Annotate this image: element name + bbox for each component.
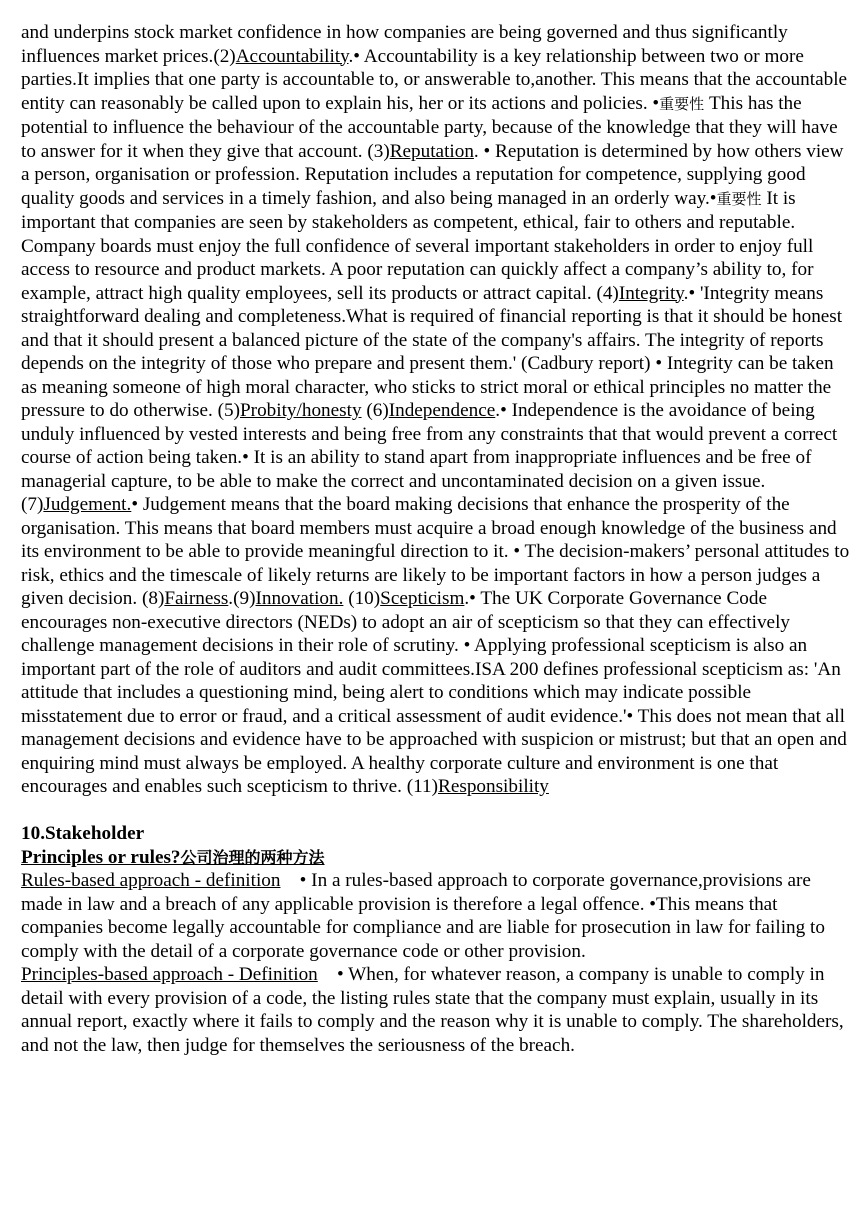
scepticism-title: Scepticism (380, 588, 465, 609)
importance-note: 重要性 (716, 189, 762, 208)
importance-note: 重要性 (659, 94, 705, 113)
item-number: (3) (367, 140, 390, 162)
principles-based-title: Principles-based approach - Definition (21, 964, 318, 985)
rules-based-body: • In a rules-based approach to corporate governance,provisions are made in law and a breach of any applicable provision is therefore a legal offence. •This means that companies become legally accountable for compliance and are liable for prosecution in law for failing to comply with the detail of a corporate governance code or other provision. (21, 870, 830, 962)
reputation-body-2: It is important that companies are seen by stakeholders as competent, ethical, fair to others and reputable. Company boards must enjoy the full confidence of several important stakeholders in order to enjoy full access to resource and product markets. A poor reputation can quickly affect a company’s ability to, for example, attract high quality employees, sell its products or attract capital. (21, 187, 814, 304)
responsibility-title: Responsibility (438, 776, 549, 797)
blank-line (21, 799, 851, 823)
principles-based-paragraph (21, 963, 851, 1057)
reputation-body: . • Reputation is determined by how others view a person, organisation or profession. Reputation includes a reputation for competence, supplying good quality goods and services in a timely fashion, and also being managed in an orderly way.• (21, 140, 844, 209)
rules-based-title: Rules-based approach - definition (21, 870, 281, 891)
rules-based-paragraph (21, 869, 851, 963)
item-number: (5) (217, 400, 241, 421)
item-number: (8) (141, 588, 165, 609)
judgement-body: • Judgement means that the board making decisions that enhance the prosperity of the organisation. This means that board members must acquire a broad enough knowledge of the business and its environment to be able to provide meaningful direction to it. • The decision-makers’ personal attitudes to risk, ethics and the timescale of likely returns are likely to be important factors in how a person judges a given decision. (21, 494, 850, 609)
stakeholder-heading: 10.Stakeholder (21, 823, 145, 844)
section-heading (21, 822, 851, 846)
independence-title: Independence (388, 400, 496, 421)
reputation-title: Reputation (389, 140, 474, 162)
scepticism-body: .• The UK Corporate Governance Code encourages non-executive directors (NEDs) to adopt an air of scepticism so that they can effectively challenge management decisions in their role of scrutiny. • Applying professional scepticism is also an important part of the role of auditors and audit committees.ISA 200 defines professional scepticism as: 'An attitude that includes a questioning mind, being alert to conditions which may indicate possible misstatement due to error or fraud, and a critical assessment of audit evidence.'• This does not mean that all management decisions and evidence have to be approached with suspicion or mistrust; but that an open and enquiring mind must always be employed. A healthy corporate culture and environment is one that encourages and enables such scepticism to thrive. (21, 588, 847, 797)
item-number: (2) (213, 45, 236, 67)
judgement-title: Judgement. (43, 494, 132, 515)
integrity-title: Integrity (618, 282, 684, 304)
item-number: (6) (366, 400, 389, 421)
principles-based-body: • When, for whatever reason, a company is unable to comply in detail with every provision of a code, the listing rules state that the company must explain, usually in its annual report, exactly where it fails to comply and the reason why it is unable to comply. The shareholders, and not the law, then judge for themselves the seriousness of the breach. (21, 964, 849, 1056)
item-number: (4) (596, 282, 619, 304)
accountability-body-2: This has the potential to influence the behaviour of the accountable party, because of the knowledge that they will have to answer for it when they give that account. (21, 92, 838, 162)
subheading-cjk-note: 公司治理的两种方法 (180, 847, 325, 867)
accountability-title: Accountability (235, 45, 349, 67)
section-subheading (21, 846, 851, 870)
item-number: (7) (21, 494, 44, 515)
item-number: (9) (233, 588, 256, 609)
fairness-title: Fairness (164, 588, 229, 609)
accountability-body: .• Accountability is a key relationship between two or more parties.It implies that one party is accountable to, or answerable to,another. This means that the accountable entity can reasonably be called upon to explain his, her or its actions and policies. • (21, 45, 848, 114)
independence-body: .• Independence is the avoidance of being unduly influenced by vested interests and being free from any constraints that that would prevent a correct course of action being taken.• It is an ability to stand apart from inappropriate influences and be free of managerial capture, to be able to make the correct and uncontaminated decision on a given issue. (21, 400, 838, 492)
integrity-body: .• 'Integrity means straightforward dealing and completeness.What is required of financial reporting is that it should be honest and that it should present a balanced picture of the state of the company's affairs. The integrity of reports depends on the integrity of those who prepare and present them.' (Cadbury report) • Integrity can be taken as meaning someone of high moral character, who sticks to strict moral or ethical principles no matter the pressure to do otherwise. (21, 282, 843, 421)
fairness-body: . (228, 588, 234, 609)
item-number: (10) (348, 588, 381, 609)
principles-paragraph (21, 21, 851, 799)
principles-or-rules-heading: Principles or rules? (21, 846, 181, 868)
intro-text: and underpins stock market confidence in how companies are being governed and thus significantly influences market prices. (21, 22, 788, 67)
innovation-title: Innovation. (255, 588, 344, 609)
item-number: (11) (406, 776, 439, 797)
probity-title: Probity/honesty (240, 400, 362, 421)
